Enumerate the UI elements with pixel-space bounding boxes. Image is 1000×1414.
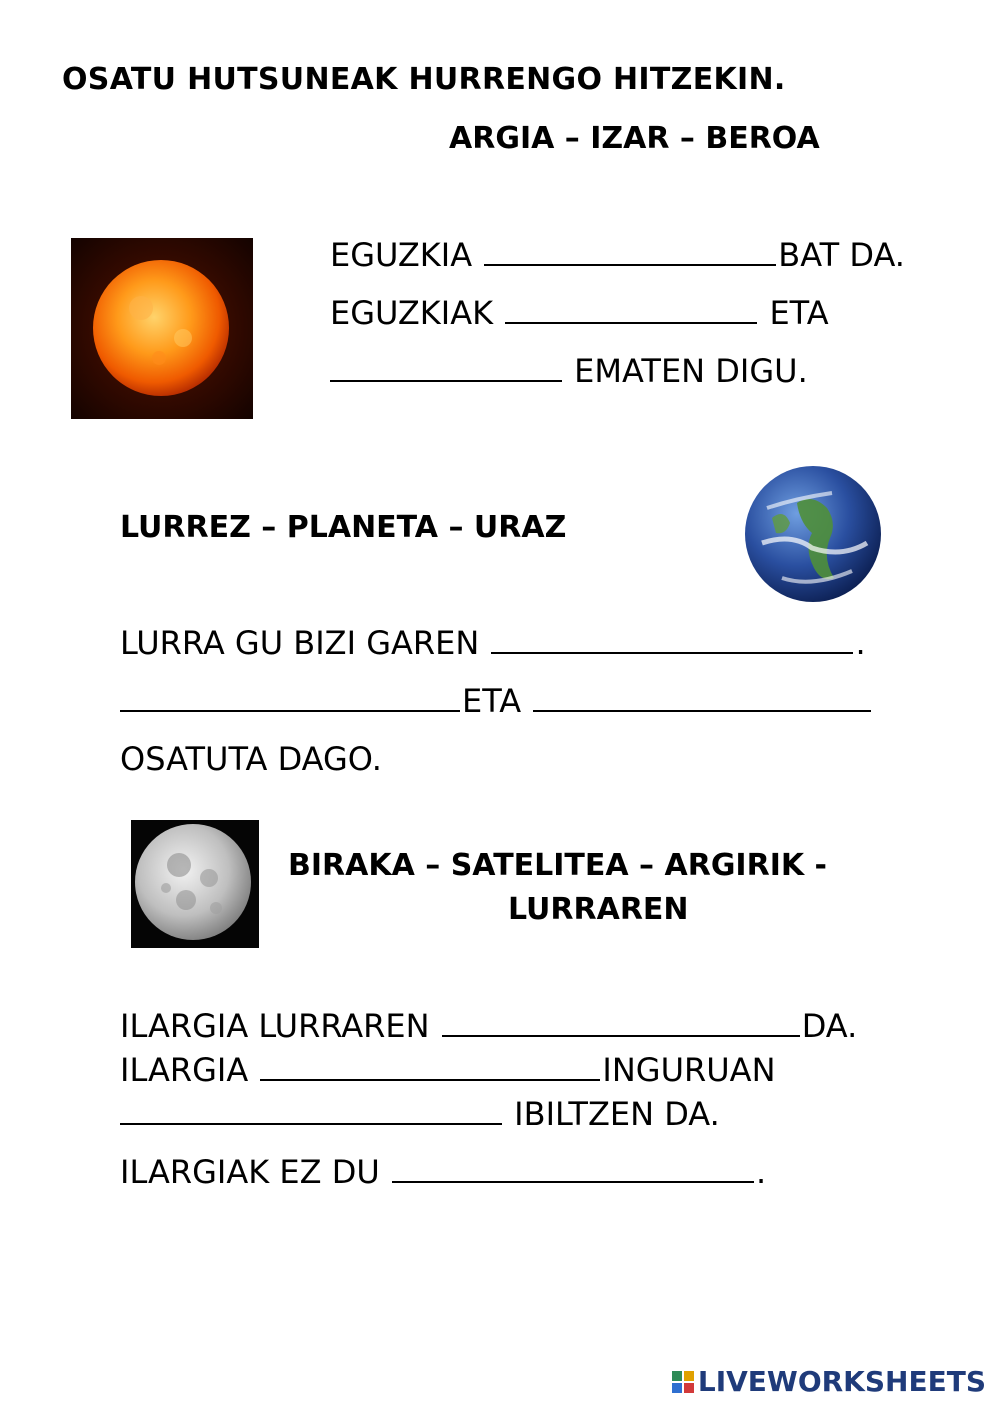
word-bank-2: LURREZ – PLANETA – URAZ xyxy=(120,510,567,545)
sentence-2-2 xyxy=(120,682,873,720)
sentence-text: ETA xyxy=(462,682,522,720)
sentence-2-1 xyxy=(120,624,866,662)
sentence-text: . xyxy=(855,624,866,662)
moon-image xyxy=(131,820,259,948)
sentence-text: EGUZKIAK xyxy=(330,294,494,332)
brand-text: LIVEWORKSHEETS xyxy=(697,1365,986,1398)
word-bank-3-line2: LURRAREN xyxy=(508,892,689,927)
sentence-text: BAT DA. xyxy=(778,236,905,274)
answer-blank-1[interactable] xyxy=(484,236,776,266)
sentence-text: IBILTZEN DA. xyxy=(514,1095,720,1133)
word-bank-1: ARGIA – IZAR – BEROA xyxy=(449,121,820,156)
sentence-3-2 xyxy=(120,1051,776,1089)
word-bank-3-line1: BIRAKA – SATELITEA – ARGIRIK - xyxy=(288,848,828,883)
sentence-text: ILARGIA xyxy=(120,1051,249,1089)
answer-blank-4[interactable] xyxy=(491,624,853,654)
answer-blank-7[interactable] xyxy=(442,1007,800,1037)
sentence-text: INGURUAN xyxy=(602,1051,776,1089)
sentence-3-4 xyxy=(120,1153,766,1191)
answer-blank-5[interactable] xyxy=(120,682,460,712)
answer-blank-2[interactable] xyxy=(505,294,757,324)
sentence-3-1 xyxy=(120,1007,857,1045)
sentence-text: DA. xyxy=(801,1007,858,1045)
sun-image xyxy=(71,238,253,419)
logo-icon xyxy=(672,1371,694,1393)
answer-blank-9[interactable] xyxy=(120,1095,502,1125)
sentence-text: . xyxy=(755,1153,767,1191)
sentence-1-2 xyxy=(330,294,829,332)
answer-blank-6[interactable] xyxy=(533,682,871,712)
sentence-text: LURRA GU BIZI GAREN xyxy=(120,624,480,662)
sentence-2-3: OSATUTA DAGO. xyxy=(120,740,382,778)
sentence-text: EGUZKIA xyxy=(330,236,473,274)
liveworksheets-logo xyxy=(672,1365,986,1398)
earth-image xyxy=(742,463,884,605)
sentence-1-1 xyxy=(330,236,905,274)
sentence-text: ETA xyxy=(769,294,829,332)
sentence-text: ILARGIAK EZ DU xyxy=(120,1153,380,1191)
answer-blank-10[interactable] xyxy=(392,1153,754,1183)
worksheet-title: OSATU HUTSUNEAK HURRENGO HITZEKIN. xyxy=(62,62,786,97)
sentence-1-3 xyxy=(330,352,808,390)
sentence-3-3 xyxy=(120,1095,720,1133)
sentence-text: EMATEN DIGU. xyxy=(574,352,808,390)
answer-blank-8[interactable] xyxy=(260,1051,600,1081)
answer-blank-3[interactable] xyxy=(330,352,562,382)
sentence-text: ILARGIA LURRAREN xyxy=(120,1007,430,1045)
